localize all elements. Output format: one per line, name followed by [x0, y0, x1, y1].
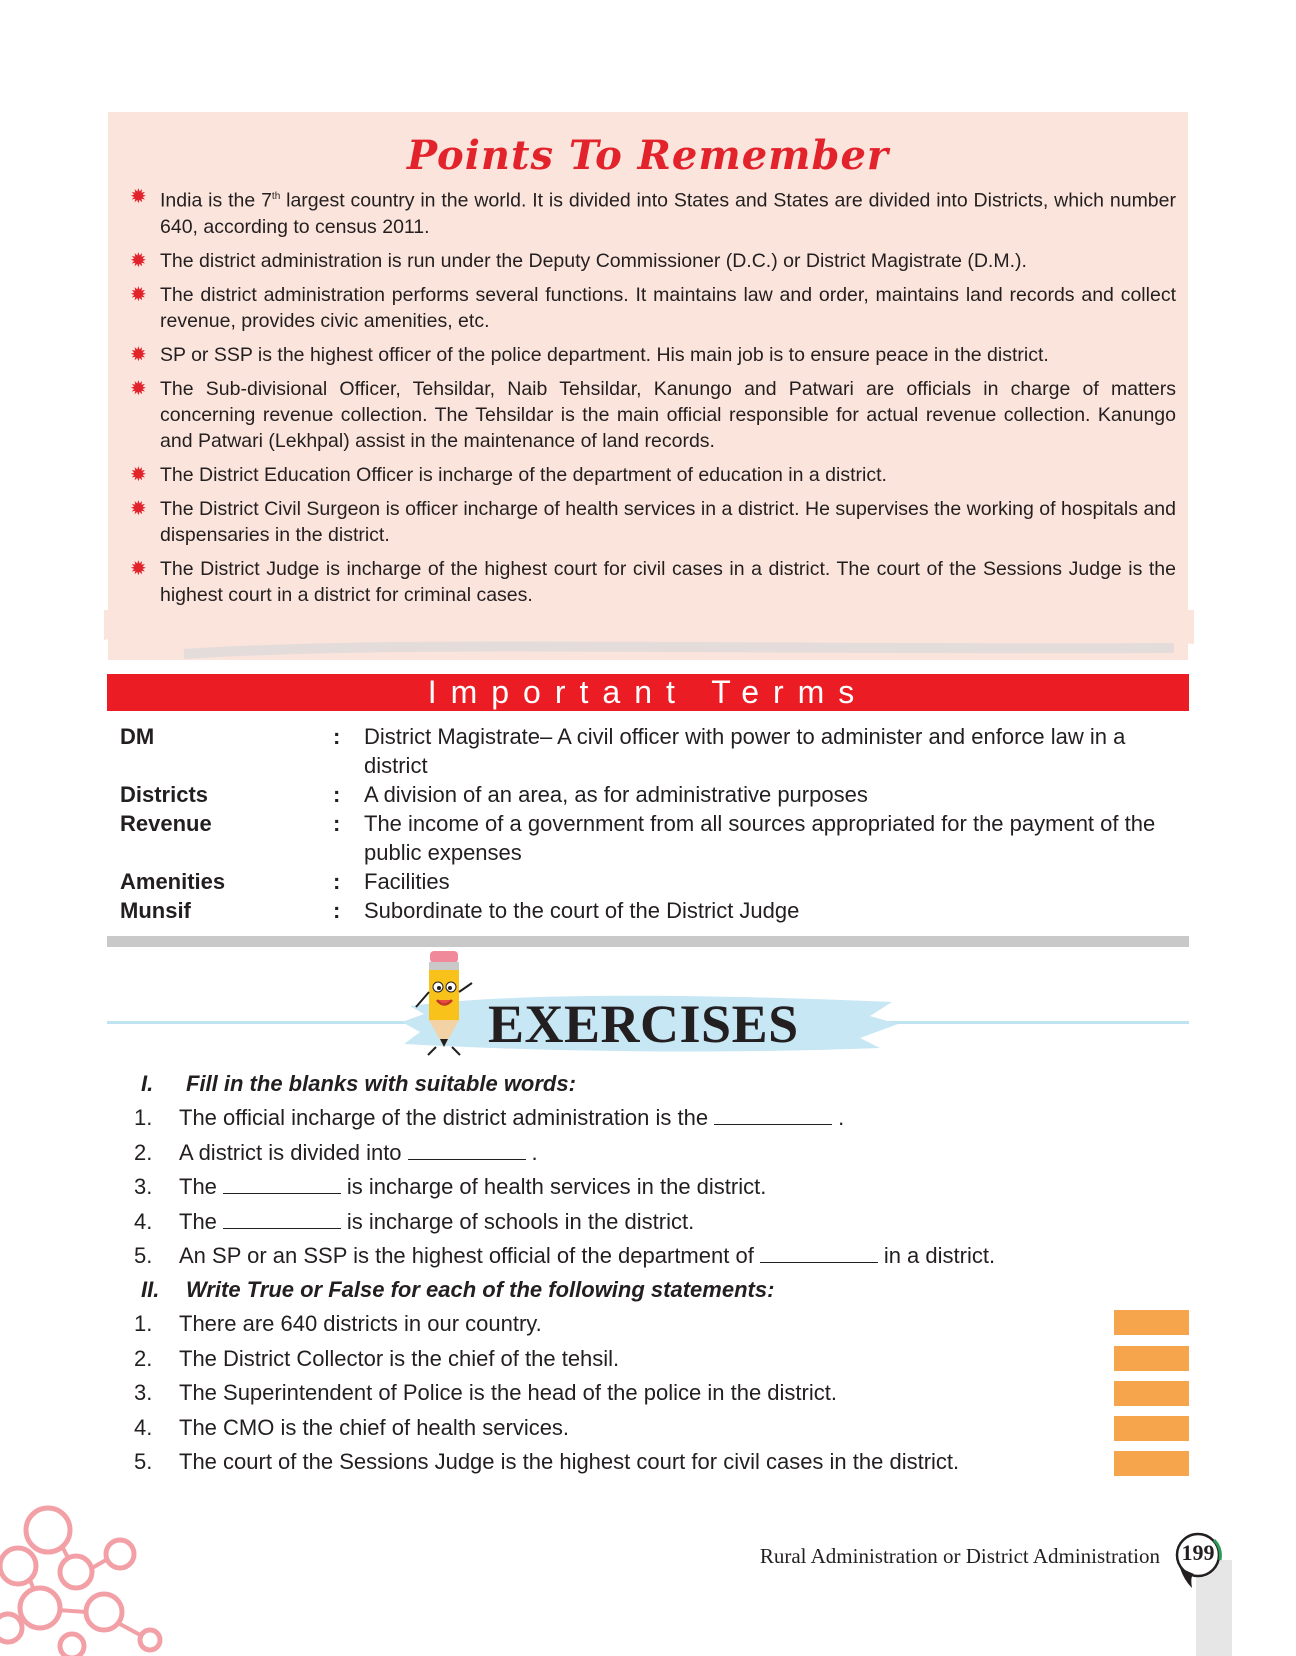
question-row — [130, 1376, 1130, 1411]
section-heading-text: Fill in the blanks with suitable words: — [186, 1071, 576, 1096]
question-text: There are 640 districts in our country. — [179, 1311, 542, 1336]
answer-box[interactable] — [1114, 1416, 1189, 1441]
term-name: Revenue — [120, 811, 212, 836]
term-colon: : — [333, 869, 341, 894]
answer-box[interactable] — [1114, 1310, 1189, 1335]
section-heading — [130, 1273, 1130, 1307]
term-name: Munsif — [120, 898, 191, 923]
answer-blank[interactable] — [408, 1139, 526, 1160]
term-colon: : — [333, 724, 341, 749]
term-definition: Facilities — [364, 869, 450, 894]
fill-in-blanks-section — [130, 1067, 1130, 1274]
question-number: 3. — [134, 1174, 153, 1199]
question-number: 1. — [134, 1311, 153, 1336]
point-item: ✹ The Sub-divisional Officer, Tehsildar, Naib Tehsildar, Kanungo and Patwari are officials in charge of matters concerning revenue collection. The Tehsildar is the main official responsible for actual revenue collection. Kanungo and Patwari (Lekhpal) assist in the maintenance of land records. — [130, 377, 1176, 452]
term-row — [120, 896, 1180, 925]
question-row — [130, 1411, 1130, 1446]
term-definition: District Magistrate– A civil officer with power to administer and enforce law in a district — [364, 724, 1126, 778]
term-name: Districts — [120, 782, 209, 807]
question-number: 2. — [134, 1345, 153, 1371]
torn-paper-edge — [104, 610, 1194, 670]
question-row: 2. A district is divided into . — [130, 1136, 1130, 1171]
term-colon: : — [333, 898, 341, 923]
question-text: The Superintendent of Police is the head of the police in the district. — [179, 1380, 837, 1405]
points-to-remember-box — [108, 112, 1188, 660]
question-row: 3. The is incharge of health services in the district. — [130, 1170, 1130, 1205]
answer-box[interactable] — [1114, 1381, 1189, 1406]
question-row — [130, 1307, 1130, 1342]
points-title: Points To Remember — [407, 132, 889, 179]
asterisk-bullet-icon: ✹ — [130, 186, 147, 208]
point-item: ✹ The district administration is run under the Deputy Commissioner (D.C.) or District Magistrate (D.M.). — [130, 249, 1027, 272]
term-colon: : — [333, 782, 341, 807]
asterisk-bullet-icon: ✹ — [130, 463, 147, 486]
question-number: 2. — [134, 1139, 153, 1165]
term-definition: A division of an area, as for administrative purposes — [364, 782, 868, 807]
asterisk-bullet-icon: ✹ — [130, 249, 147, 272]
point-item: ✹ The District Education Officer is incharge of the department of education in a district. — [130, 463, 887, 486]
term-definition: Subordinate to the court of the District Judge — [364, 898, 800, 923]
asterisk-bullet-icon: ✹ — [130, 497, 147, 520]
asterisk-bullet-icon: ✹ — [130, 377, 147, 400]
term-row — [120, 780, 1180, 809]
point-item: ✹ India is the 7th largest country in the world. It is divided into States and States are divided into Districts, which number 640, according to census 2011. — [130, 186, 1176, 238]
important-terms-heading: Important Terms — [107, 674, 1189, 711]
section-heading-text: Write True or False for each of the following statements: — [186, 1277, 775, 1302]
question-text: The court of the Sessions Judge is the highest court for civil cases in the district. — [179, 1449, 960, 1474]
question-row: 5. An SP or an SSP is the highest official of the department of in a district. — [130, 1239, 1130, 1274]
question-text: The CMO is the chief of health services. — [179, 1414, 570, 1440]
asterisk-bullet-icon: ✹ — [130, 343, 147, 366]
question-number: 1. — [134, 1105, 153, 1130]
question-number: 4. — [134, 1414, 153, 1440]
answer-blank[interactable] — [223, 1208, 341, 1229]
decorative-circles-icon — [0, 1500, 180, 1656]
true-false-section — [130, 1273, 1130, 1480]
terms-table — [120, 722, 1180, 925]
point-item: ✹ The District Judge is incharge of the highest court for civil cases in a district. The court of the Sessions Judge is the highest court in a district for criminal cases. — [130, 557, 1176, 606]
question-text: The District Collector is the chief of the tehsil. — [179, 1345, 620, 1371]
question-row — [130, 1342, 1130, 1377]
answer-box[interactable] — [1114, 1346, 1189, 1371]
term-colon: : — [333, 811, 341, 836]
point-item: ✹ SP or SSP is the highest officer of the police department. His main job is to ensure peace in the district. — [130, 343, 1049, 366]
answer-blank[interactable] — [714, 1104, 832, 1125]
term-row — [120, 809, 1180, 867]
section-divider — [107, 936, 1189, 947]
term-definition: The income of a government from all sources appropriated for the payment of the public expenses — [364, 811, 1156, 865]
answer-blank[interactable] — [760, 1242, 878, 1263]
term-row — [120, 867, 1180, 896]
page-number: 199 — [1181, 1540, 1215, 1565]
question-number: 5. — [134, 1243, 153, 1268]
answer-box[interactable] — [1114, 1451, 1189, 1476]
exercises-title: EXERCISES — [488, 994, 799, 1054]
section-number: II. — [141, 1277, 160, 1302]
term-row — [120, 722, 1180, 780]
question-row: 4. The is incharge of schools in the district. — [130, 1205, 1130, 1240]
pencil-mascot-icon — [414, 947, 474, 1057]
question-number: 3. — [134, 1380, 153, 1405]
term-name: DM — [120, 724, 155, 749]
point-item: ✹ The District Civil Surgeon is officer incharge of health services in a district. He supervises the working of hospitals and dispensaries in the district. — [130, 497, 1176, 546]
question-row — [130, 1445, 1130, 1480]
point-item: ✹ The district administration performs several functions. It maintains law and order, maintains land records and collect revenue, provides civic amenities, etc. — [130, 283, 1176, 332]
asterisk-bullet-icon: ✹ — [130, 283, 147, 306]
term-name: Amenities — [120, 869, 226, 894]
question-number: 4. — [134, 1208, 153, 1234]
chapter-title: Rural Administration or District Administration — [759, 1544, 1160, 1568]
answer-blank[interactable] — [223, 1173, 341, 1194]
points-list — [126, 184, 1176, 616]
asterisk-bullet-icon: ✹ — [130, 557, 147, 580]
section-heading — [130, 1067, 1130, 1101]
question-number: 5. — [134, 1449, 153, 1474]
question-row: 1. The official incharge of the district administration is the . — [130, 1101, 1130, 1136]
section-number: I. — [141, 1071, 154, 1096]
